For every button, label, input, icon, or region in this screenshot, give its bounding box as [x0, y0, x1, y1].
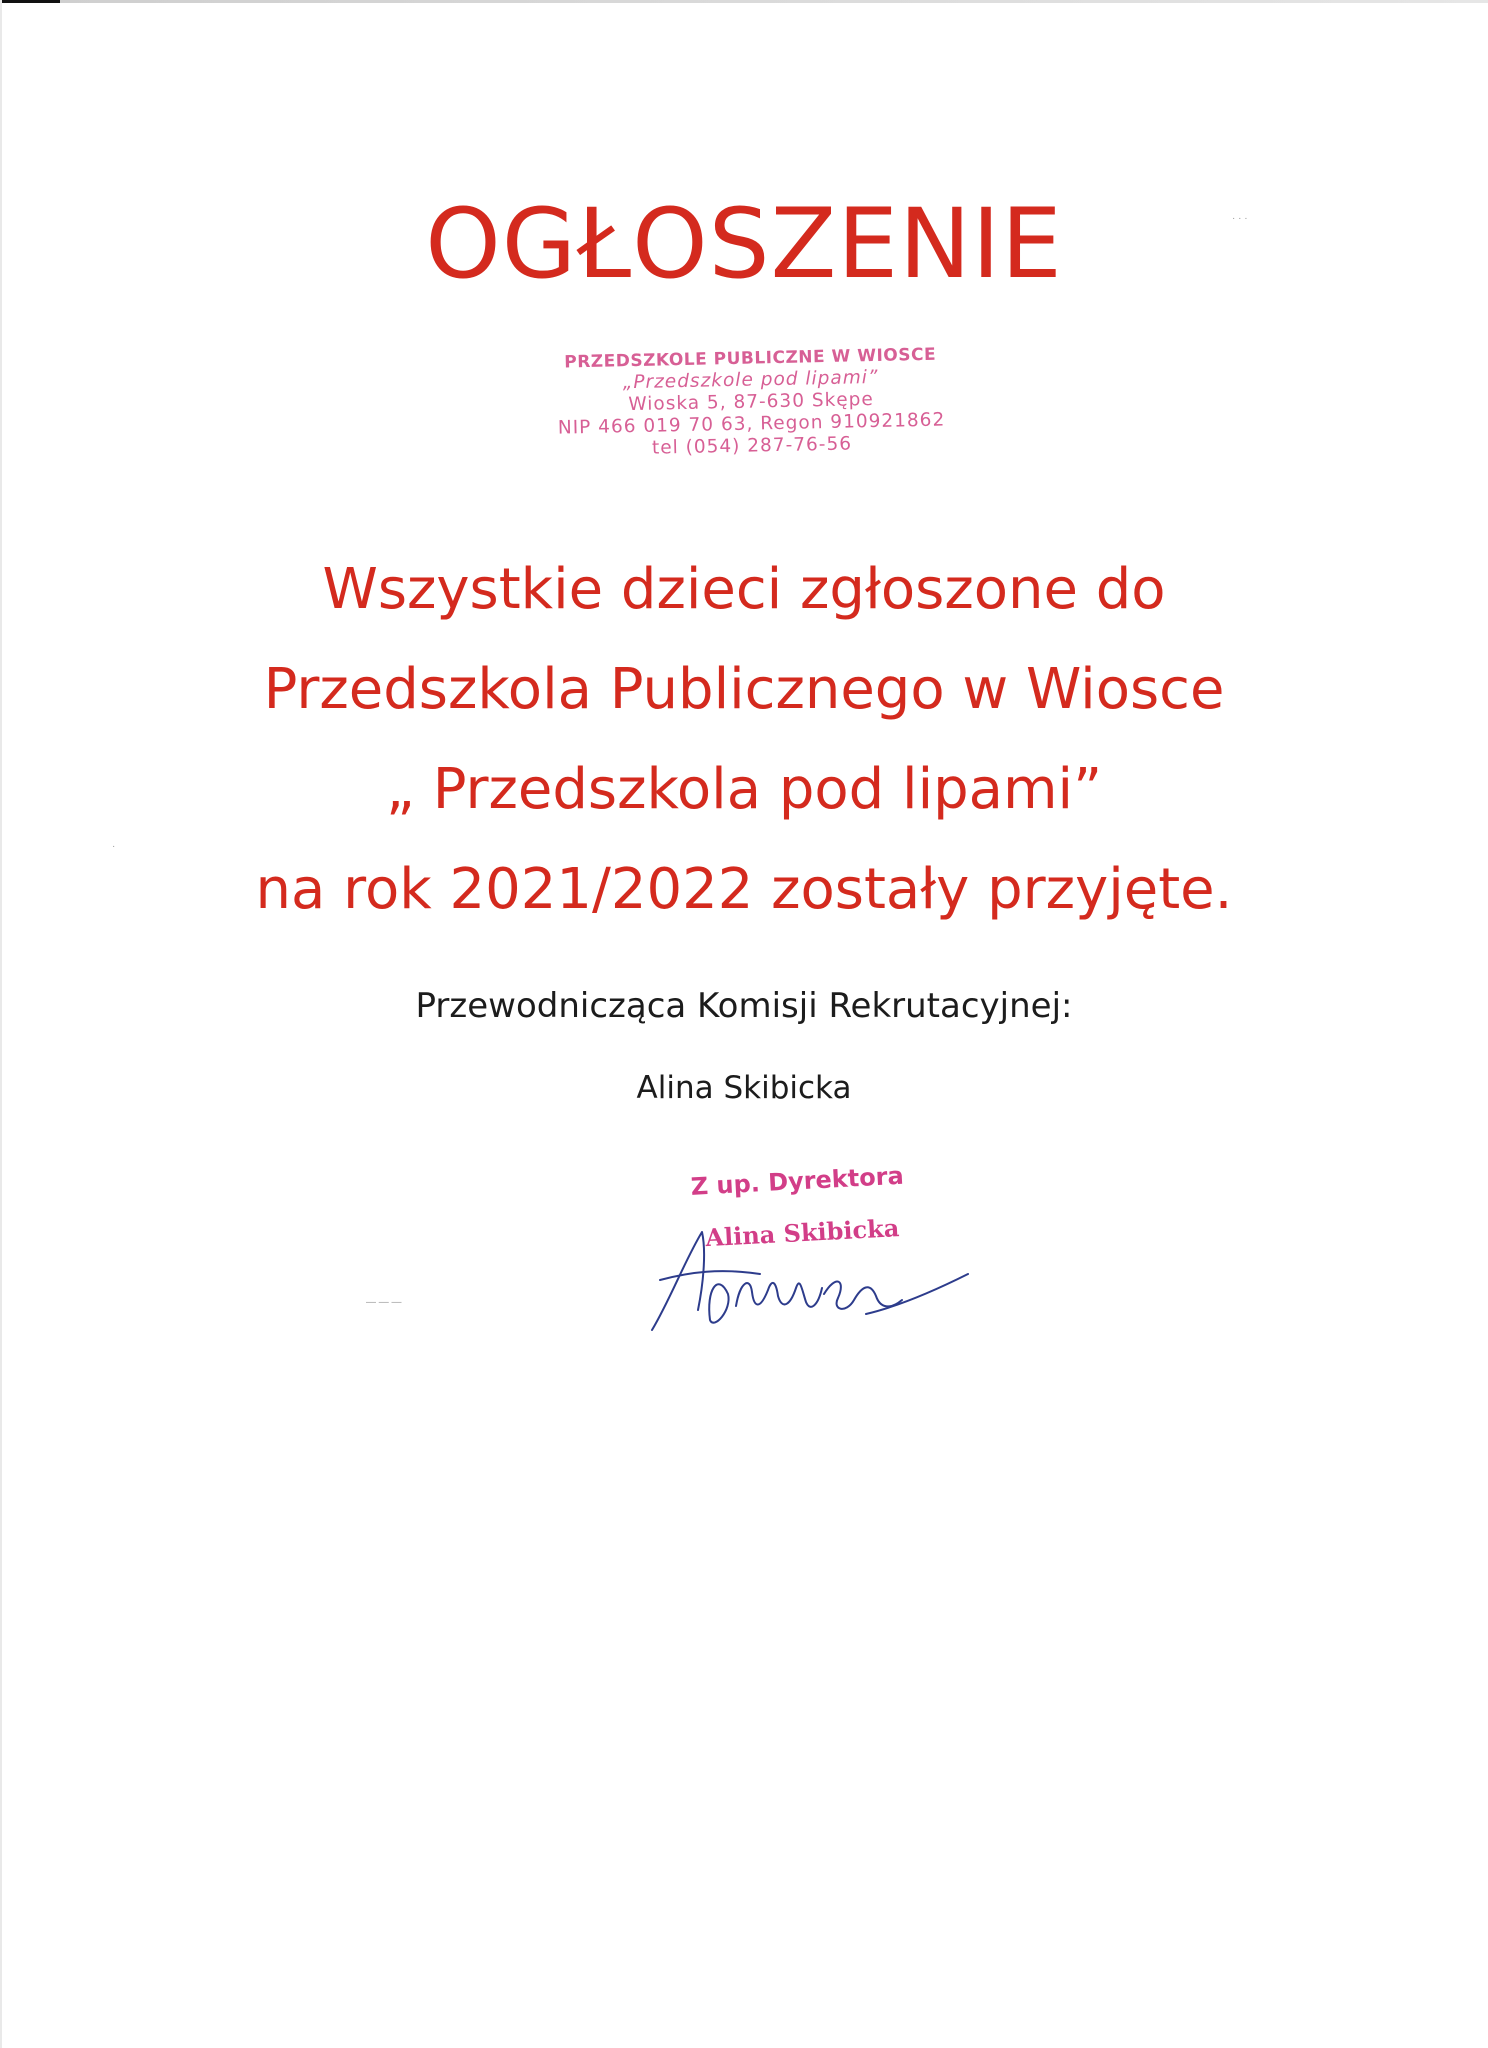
director-stamp-line2: Alina Skibicka [704, 1213, 900, 1253]
announcement-title: OGŁOSZENIE [425, 188, 1063, 300]
stamp-address: Wioska 5, 87-630 Skępe [628, 389, 875, 416]
scan-speck: — — — [366, 1297, 402, 1308]
message-line: Wszystkie dzieci zgłoszone do [322, 557, 1166, 622]
institution-stamp [540, 343, 962, 462]
message-line: „ Przedszkola pod lipami” [385, 757, 1103, 822]
announcement-message [0, 540, 1488, 940]
message-line: na rok 2021/2022 zostały przyjęte. [255, 857, 1233, 922]
stamp-ids: NIP 466 019 70 63, Regon 910921862 [557, 409, 946, 439]
stamp-phone: tel (054) 287-76-56 [651, 433, 853, 459]
scan-speck: · [112, 841, 116, 852]
stamp-institution-name: PRZEDSZKOLE PUBLICZNE W WIOSCE [564, 344, 937, 373]
director-stamp-line1: Z up. Dyrektora [690, 1161, 905, 1201]
stamp-subtitle: „Przedszkole pod lipami” [622, 366, 879, 394]
scan-speck: · · · [1232, 213, 1248, 224]
scan-edge-top [0, 0, 1488, 3]
handwritten-signature [640, 1210, 970, 1360]
message-line: Przedszkola Publicznego w Wiosce [263, 657, 1225, 722]
committee-chair-label: Przewodnicząca Komisji Rekrutacyjnej: [415, 986, 1073, 1026]
committee-chair-name: Alina Skibicka [636, 1070, 852, 1106]
